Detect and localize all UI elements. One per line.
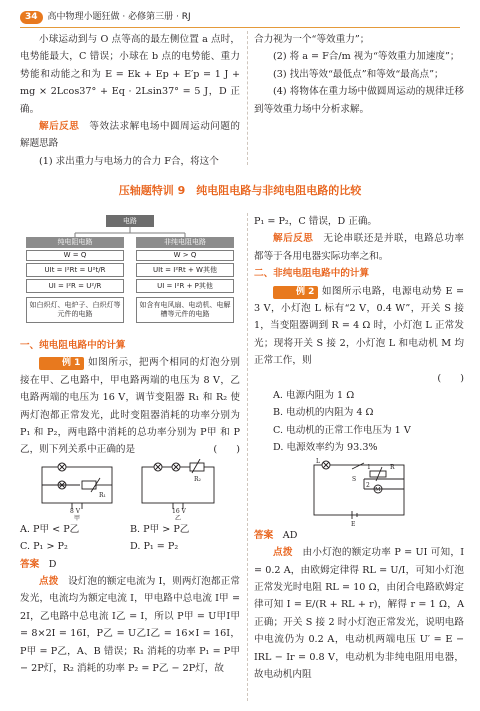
reflect-label-2: 解后反思	[273, 233, 314, 245]
solution-continued: 小球运动到与 O 点等高的最左侧位置 a 点时，电势能最大，C 错误；小球在 b 点的电势能、重力势能和动能之和为 E = Ek + Ep + E′p = 1 J + mg × 2Lcos37° + Eq · 2Lsin37° = 5 J，D 正确。	[20, 34, 240, 115]
section-banner: 压轴题特训 9 纯电阻电路与非纯电阻电路的比较	[118, 184, 362, 197]
bottom-left-column	[20, 213, 240, 678]
example-1-options-row2	[20, 538, 240, 555]
example-1-text: 如图所示，把两个相同的灯泡分别接在甲、乙电路中，甲电路两端的电压为 8 V，乙电路两端的电压为 16 V，调节变阻器 R₁ 和 R₂ 使两灯泡都正常发光，此时变阻器消耗的功率分别为 P₁ 和 P₂，两电路中消耗的总功率分别为 P甲 和 P乙，则下列关系中正确的是	[20, 357, 240, 456]
example-1-badge: 例 1	[39, 357, 84, 370]
page-number: 34	[20, 11, 43, 24]
fig1-right-voltage: 16 V	[172, 507, 186, 515]
flow-left-f2: UI = I²R = U²/R	[26, 279, 124, 293]
step-4: (4) 将物体在重力场中做圆周运动的规律迁移到等效重力场中分析求解。	[254, 86, 464, 115]
fig1-r2: R₂	[194, 475, 201, 483]
fig2-L: L	[316, 457, 320, 465]
fig1-left-label: 甲	[74, 514, 81, 521]
ex2-option-d: D. 电源效率约为 93.3%	[273, 442, 378, 454]
reflect-text-2: 无论串联还是并联，电路总功率都等于各用电器实际功率之和。	[254, 233, 464, 262]
hint-label-2: 点拨	[273, 547, 293, 559]
step-2: (2) 将 a = F合/m 视为“等效重力加速度”；	[273, 51, 460, 63]
example-2-text: 如图所示电路，电源电动势 E = 3 V，小灯泡 L 标有“2 V，0.4 W”，开关 S 接 1，当变阻器调到 R = 4 Ω 时，小灯泡 L 正常发光；现将开关 S 接 2，小灯泡 L 和电动机 M 均正常工作，则	[254, 285, 464, 367]
option-d: D. P₁ = P₂	[130, 541, 179, 553]
fig1-r1: R₁	[99, 491, 106, 499]
option-c: C. P₁ > P₂	[20, 541, 68, 553]
hint-text-2: 由小灯泡的额定功率 P = UI 可知，I = 0.2 A，由欧姆定律得 RL = U/I，可知小灯泡正常发光时电阻 RL = 10 Ω，由闭合电路欧姆定律可知 I = E/(R + RL + r)，解得 r = 1 Ω，A 正确；开关 S 接 2 时小灯泡正常发光，说明电路中电流仍为 0.2 A，电动机两端电压 U′ = E − IRL − Ir = 0.8 V，电动机为非纯电阻用电器，故电动机内阻	[254, 547, 464, 680]
flow-left-rel: W = Q	[26, 250, 124, 261]
example-2-figure	[254, 457, 464, 527]
flow-root: 电路	[106, 215, 154, 227]
answer-value: D	[48, 558, 57, 570]
flow-right-rel: W > Q	[136, 250, 234, 261]
page-header	[20, 8, 460, 28]
example-2-paren: ( )	[437, 372, 464, 384]
fig2-1: 1	[367, 463, 371, 471]
flow-right-example: 如含有电风扇、电动机、电解槽等元件的电路	[136, 297, 234, 323]
circuit-comparison-chart	[20, 213, 240, 331]
column-divider-top	[247, 31, 248, 165]
ex2-option-c: C. 电动机的正常工作电压为 1 V	[273, 424, 411, 436]
hint-label: 点拨	[39, 576, 59, 588]
example-1-figure	[20, 459, 240, 521]
fig2-R: R	[390, 463, 395, 471]
answer-label-2: 答案	[254, 529, 274, 541]
reflect-text: 等效法求解电场中圆周运动问题的解题思路	[20, 121, 241, 150]
fig2-S: S	[352, 475, 357, 483]
top-right-column	[254, 31, 464, 118]
flow-left-head: 纯电阻电路	[26, 237, 124, 248]
step-3: (3) 找出等效“最低点”和等效“最高点”；	[273, 68, 444, 80]
hint-continued: P₁ = P₂，C 错误，D 正确。	[254, 216, 378, 227]
hint-text: 设灯泡的额定电流为 I，则两灯泡都正常发光，电流均为额定电流 I，甲电路中总电流 I甲 = 2I，乙电路中总电流 I乙 = I，所以 P甲 = U甲I甲 = 8×2I = 16I，P乙 = U乙I乙 = 16×I = 16I，P甲 = P乙，A、B 错误；R₁ 消耗的功率 P₁ = P甲 − 2P灯，R₂ 消耗的功率 P₂ = P乙 − 2P灯，故	[20, 576, 240, 675]
fig1-left-voltage: 8 V	[70, 507, 81, 515]
top-left-column	[20, 31, 240, 170]
option-a: A. P甲 < P乙	[20, 523, 80, 535]
option-b: B. P甲 > P乙	[130, 523, 190, 535]
ex2-option-a: A. 电源内阻为 1 Ω	[273, 390, 355, 402]
fig1-right-label: 乙	[175, 514, 182, 521]
fig2-E: E	[351, 520, 356, 527]
fig2-2: 2	[366, 481, 370, 489]
column-divider-bottom	[247, 213, 248, 701]
section-2-title: 二、非纯电阻电路中的计算	[254, 268, 370, 280]
book-title: 高中物理小题狂做 · 必修第三册 · RJ	[47, 11, 191, 22]
answer-label: 答案	[20, 558, 40, 570]
answer-value-2: AD	[282, 529, 298, 541]
example-1-paren: ( )	[213, 444, 240, 456]
bottom-right-column	[254, 213, 464, 683]
example-1-options-row1	[20, 521, 240, 538]
fig2-M: M	[375, 486, 381, 493]
step-1-cont: 合力视为一个“等效重力”；	[254, 34, 370, 45]
flow-left-example: 如白炽灯、电炉子、白炽灯等元件的电路	[26, 297, 124, 323]
section-1-title: 一、纯电阻电路中的计算	[20, 340, 126, 351]
flow-left-f1: UIt = I²Rt = U²t/R	[26, 263, 124, 277]
reflect-label: 解后反思	[39, 121, 80, 133]
flow-right-f1: UIt = I²Rt + W其他	[136, 263, 234, 277]
step-1: (1) 求出重力与电场力的合力 F合，将这个	[39, 155, 219, 167]
example-2-badge: 例 2	[273, 286, 318, 299]
ex2-option-b: B. 电动机的内阻为 4 Ω	[273, 407, 374, 419]
flow-right-head: 非纯电阻电路	[136, 237, 234, 248]
flow-right-f2: UI = I²R + P其他	[136, 279, 234, 293]
